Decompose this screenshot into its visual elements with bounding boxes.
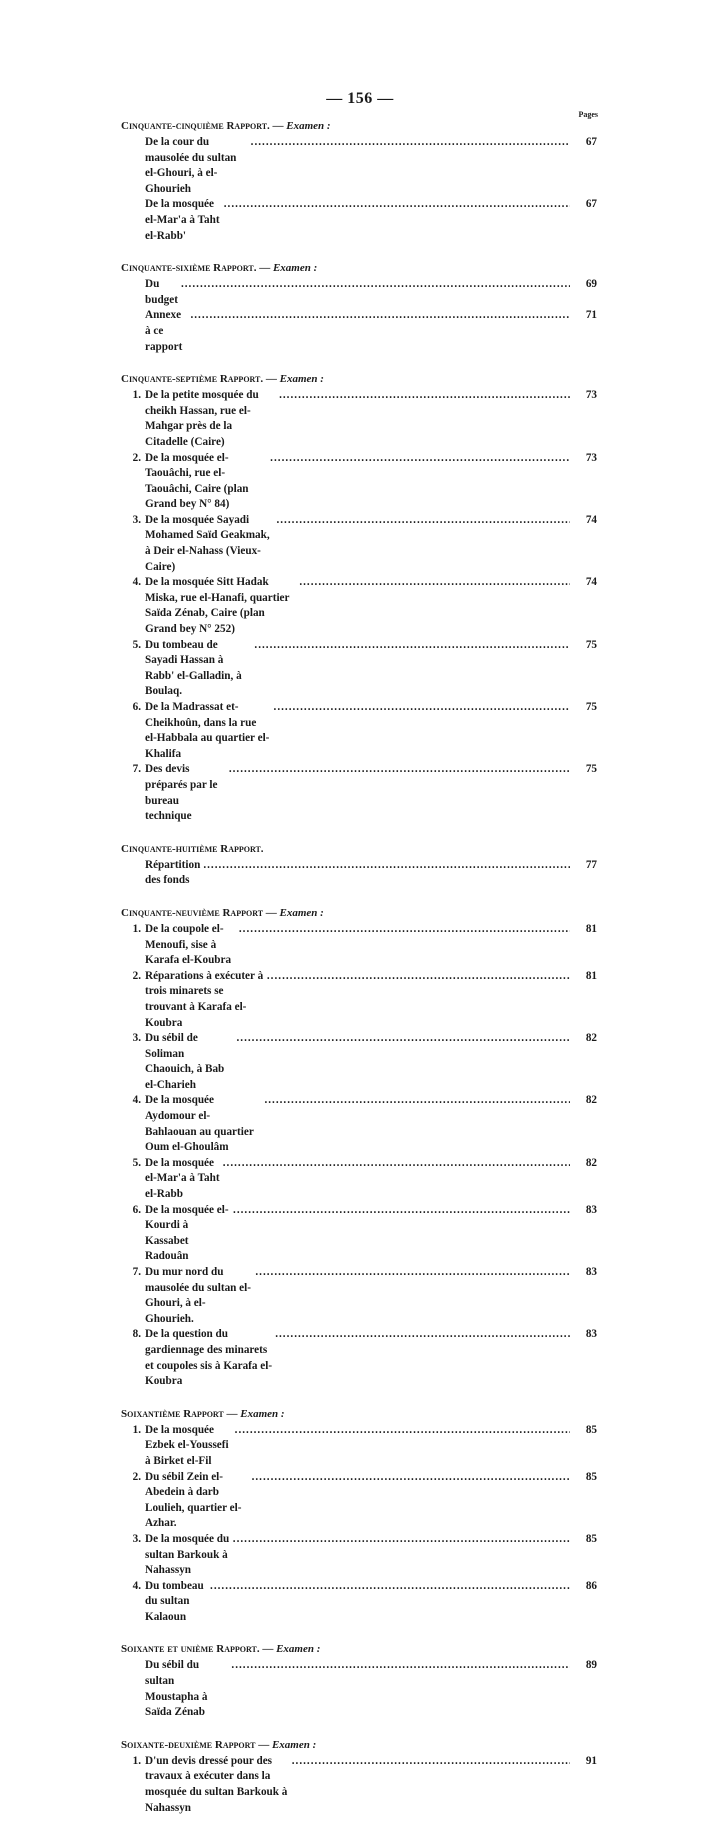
entry-number: 8. (132, 1328, 141, 1341)
entry-title: De la mosquée el-Kourdi à Kassabet Radouân (145, 1203, 229, 1263)
entry-number: 2. (132, 1470, 141, 1483)
toc-entry (121, 969, 597, 1031)
heading-examen: Examen : (279, 373, 324, 386)
toc-entry (121, 1532, 597, 1579)
toc-entry (121, 277, 597, 308)
pages-column-label: Pages (578, 110, 598, 119)
entry-page-number: 82 (585, 1094, 597, 1107)
dot-leader (270, 451, 570, 467)
entry-title: De la mosquée el-Taouâchi, rue el-Taouâchi, Caire (plan Grand bey N° 84) (145, 451, 249, 511)
dot-leader (255, 1265, 570, 1281)
dot-leader (203, 858, 570, 874)
entry-page-number: 85 (585, 1423, 597, 1436)
heading-dash: — (259, 1643, 277, 1656)
entry-number: 1. (132, 1423, 141, 1436)
toc-section (121, 372, 597, 825)
heading-examen: Examen : (279, 906, 324, 919)
toc-entry (121, 700, 597, 762)
page-number: — 156 — (326, 90, 394, 107)
entry-page-number: 73 (585, 451, 597, 464)
toc-entry (121, 135, 597, 197)
entry-title: Du sébil du sultan Moustapha à Saïda Zénab (145, 1659, 208, 1719)
entry-number: 5. (132, 638, 141, 651)
toc-entry (121, 451, 597, 513)
entry-title: De la mosquée Aydomour el-Bahlaouan au quartier Oum el-Ghoulâm (145, 1094, 254, 1154)
dot-leader (292, 1754, 570, 1770)
toc-entry (121, 762, 597, 824)
toc-entry (121, 1754, 597, 1816)
dot-leader (235, 1423, 570, 1439)
dot-leader (274, 700, 570, 716)
entry-page-number: 85 (585, 1470, 597, 1483)
entry-title: Répartition des fonds (145, 858, 201, 887)
section-title: Cinquante-neuvième Rapport (121, 906, 264, 919)
section-title: Cinquante-huitième Rapport. (121, 842, 264, 855)
entry-page-number: 73 (585, 389, 597, 402)
entry-number: 4. (132, 576, 141, 589)
entry-page-number: 86 (585, 1579, 597, 1592)
toc-entry (121, 638, 597, 700)
entry-title: D'un devis dressé pour des travaux à exécuter dans la mosquée du sultan Barkouk à Nahassyn (145, 1754, 288, 1814)
section-title: Soixantième Rapport (121, 1407, 224, 1420)
section-heading (121, 1642, 597, 1658)
toc-entry (121, 1327, 597, 1389)
toc-entry (121, 1031, 597, 1093)
heading-dash: — (256, 262, 273, 275)
entry-number: 3. (132, 1032, 141, 1045)
dot-leader (279, 388, 570, 404)
entry-title: Des devis préparés par le bureau technique (145, 763, 218, 823)
entry-page-number: 81 (585, 922, 597, 935)
heading-examen: Examen : (272, 262, 318, 275)
toc-entry (121, 1658, 597, 1720)
entry-page-number: 83 (585, 1328, 597, 1341)
entry-page-number: 83 (585, 1203, 597, 1216)
toc-entry (121, 1423, 597, 1470)
toc-entry (121, 1156, 597, 1203)
entry-title: Du sébil Zein el-Abedein à darb Loulieh, quartier el-Azhar. (145, 1470, 242, 1530)
heading-examen: Examen : (276, 1643, 321, 1656)
entry-number: 4. (132, 1579, 141, 1592)
entry-number: 7. (132, 1266, 141, 1278)
section-title: Cinquante-septième Rapport. (121, 373, 264, 386)
heading-examen: Examen : (271, 1738, 317, 1751)
entry-page-number: 75 (585, 638, 597, 651)
entry-title: De la question du gardiennage des minarets et coupoles sis à Karafa el-Koubra (145, 1328, 273, 1388)
heading-examen: Examen : (240, 1407, 285, 1420)
toc-section (121, 842, 597, 889)
entry-page-number: 89 (585, 1659, 597, 1672)
entry-number: 1. (132, 1754, 141, 1767)
toc-section (121, 1738, 597, 1816)
section-title: Soixante-deuxième Rapport (121, 1738, 256, 1751)
entry-page-number: 81 (585, 969, 597, 982)
section-heading (121, 906, 597, 922)
section-title: Cinquante-sixième Rapport. (121, 262, 257, 275)
toc-section (121, 1407, 597, 1626)
heading-dash: — (223, 1407, 241, 1420)
heading-dash: — (263, 373, 280, 386)
entry-number: 1. (132, 389, 141, 402)
dot-leader (236, 1031, 570, 1047)
entry-page-number: 75 (585, 701, 597, 713)
dot-leader (190, 308, 570, 324)
table-of-contents (121, 119, 597, 1833)
dot-leader (223, 1156, 570, 1172)
entry-title: Réparations à exécuter à trois minarets se trouvant à Karafa el-Koubra (145, 969, 264, 1029)
section-title: Soixante et unième Rapport. (121, 1643, 260, 1656)
section-title: Cinquante-cinquième Rapport. (121, 120, 270, 132)
entry-title: Annexe à ce rapport (145, 309, 183, 353)
entry-number: 1. (132, 922, 141, 935)
toc-entry (121, 1093, 597, 1155)
section-heading (121, 842, 597, 858)
dot-leader (276, 513, 570, 529)
entry-page-number: 77 (585, 858, 597, 871)
section-heading (121, 372, 597, 388)
section-heading (121, 119, 597, 135)
entry-number: 5. (132, 1156, 141, 1169)
entry-title: De la Madrassat et-Cheikhoûn, dans la rue el-Habbala au quartier el-Khalifa (145, 701, 270, 760)
entry-page-number: 74 (585, 513, 597, 526)
toc-entry (121, 513, 597, 575)
dot-leader (267, 969, 570, 985)
entry-title: Du tombeau de Sayadi Hassan à Rabb' el-Galladin, à Boulaq. (145, 638, 242, 698)
entry-title: Du mur nord du mausolée du sultan el-Ghouri, à el-Ghourieh. (145, 1266, 251, 1325)
entry-number: 2. (132, 969, 141, 982)
dot-leader (264, 1093, 570, 1109)
entry-title: De la petite mosquée du cheikh Hassan, rue el-Mahgar près de la Citadelle (Caire) (145, 389, 259, 448)
toc-entry (121, 858, 597, 889)
entry-page-number: 71 (585, 309, 597, 322)
entry-title: Du tombeau du sultan Kalaoun (145, 1579, 204, 1623)
toc-section (121, 906, 597, 1390)
toc-entry (121, 388, 597, 450)
entry-title: De la cour du mausolée du sultan el-Ghouri, à el-Ghourieh (145, 136, 237, 195)
section-heading (121, 1407, 597, 1423)
dot-leader (181, 277, 570, 293)
dot-leader (251, 135, 570, 151)
dot-leader (239, 922, 570, 938)
toc-entry (121, 308, 597, 355)
entry-title: De la mosquée el-Mar'a à Taht el-Rabb' (145, 198, 220, 242)
entry-page-number: 82 (585, 1156, 597, 1169)
entry-number: 3. (132, 1532, 141, 1545)
dot-leader (233, 1532, 570, 1548)
dot-leader (224, 197, 570, 213)
entry-page-number: 75 (585, 763, 597, 776)
dot-leader (275, 1327, 570, 1343)
toc-entry (121, 1579, 597, 1626)
dot-leader (299, 575, 570, 591)
section-heading (121, 1738, 597, 1754)
dot-leader (254, 638, 570, 654)
entry-title: Du sébil de Soliman Chaouich, à Bab el-Charieh (145, 1032, 225, 1091)
toc-entry (121, 197, 597, 244)
entry-page-number: 67 (585, 198, 597, 211)
toc-entry (121, 922, 597, 969)
toc-entry (121, 1470, 597, 1532)
entry-number: 2. (132, 451, 141, 464)
entry-title: De la mosquée Sayadi Mohamed Saïd Geakmak, à Deir el-Nahass (Vieux-Caire) (145, 513, 270, 573)
entry-page-number: 85 (585, 1532, 597, 1545)
entry-number: 6. (132, 1203, 141, 1216)
entry-page-number: 82 (585, 1032, 597, 1045)
entry-number: 7. (132, 763, 141, 776)
entry-number: 3. (132, 513, 141, 526)
toc-entry (121, 575, 597, 637)
entry-page-number: 91 (585, 1754, 597, 1767)
entry-number: 4. (132, 1094, 141, 1107)
entry-title: De la mosquée Sitt Hadak Miska, rue el-Hanafi, quartier Saïda Zénab, Caire (plan Grand bey N° 252) (145, 576, 290, 636)
entry-page-number: 74 (585, 576, 597, 589)
toc-entry (121, 1265, 597, 1327)
entry-number: 6. (132, 701, 141, 713)
toc-section (121, 1642, 597, 1720)
heading-dash: — (255, 1738, 272, 1751)
entry-title: De la coupole el-Menoufi, sise à Karafa el-Koubra (145, 922, 232, 967)
entry-title: De la mosquée el-Mar'a à Taht el-Rabb (145, 1156, 220, 1201)
entry-page-number: 67 (585, 136, 597, 148)
section-heading (121, 261, 597, 277)
dot-leader (252, 1470, 570, 1486)
heading-examen: Examen : (286, 120, 331, 132)
toc-section (121, 119, 597, 244)
heading-dash: — (269, 120, 287, 132)
toc-section (121, 261, 597, 355)
dot-leader (233, 1203, 570, 1219)
entry-title: Du budget (145, 278, 178, 306)
dot-leader (231, 1658, 570, 1674)
entry-page-number: 69 (585, 278, 597, 291)
entry-title: De la mosquée du sultan Barkouk à Nahassyn (145, 1532, 230, 1577)
toc-entry (121, 1203, 597, 1265)
entry-title: De la mosquée Ezbek el-Youssefi à Birket el-Fil (145, 1423, 229, 1467)
entry-page-number: 83 (585, 1266, 597, 1278)
heading-dash: — (263, 906, 280, 919)
dot-leader (210, 1579, 570, 1595)
dot-leader (229, 762, 570, 778)
